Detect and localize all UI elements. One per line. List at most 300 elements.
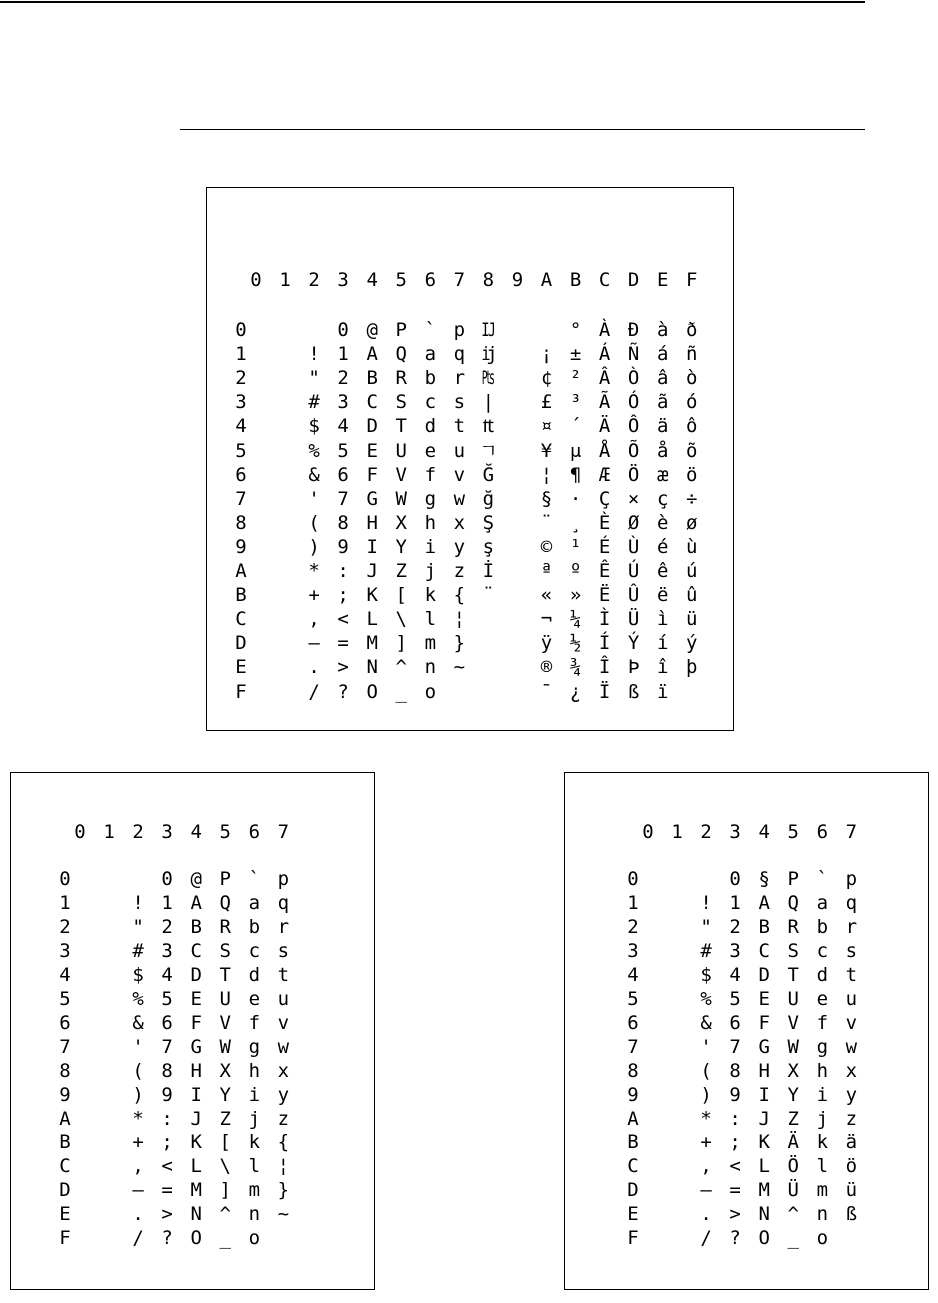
glyph-cell: ¡ bbox=[540, 343, 553, 366]
glyph-cell: L bbox=[190, 1155, 202, 1178]
glyph-cell: a bbox=[248, 891, 261, 914]
glyph-cell: I bbox=[366, 535, 378, 558]
glyph-cell: d bbox=[424, 415, 437, 438]
glyph-cell: x bbox=[453, 511, 466, 534]
glyph-cell: H bbox=[366, 511, 378, 534]
glyph-cell: Ê bbox=[598, 560, 611, 582]
glyph-cell: { bbox=[453, 584, 466, 607]
glyph-cell: P bbox=[219, 868, 231, 890]
row-header: D bbox=[235, 632, 247, 655]
glyph-cell: [ bbox=[219, 1131, 231, 1154]
glyph-cell: ÷ bbox=[686, 487, 698, 510]
glyph-cell: | bbox=[482, 391, 495, 414]
glyph-cell: ç bbox=[656, 487, 669, 510]
glyph-cell: + bbox=[700, 1131, 712, 1154]
glyph-cell: Ö bbox=[627, 463, 640, 486]
glyph-cell: 8 bbox=[729, 1059, 741, 1082]
column-header: B bbox=[569, 269, 582, 291]
glyph-cell: § bbox=[758, 868, 770, 890]
glyph-cell: g bbox=[424, 487, 437, 510]
glyph-cell: 2 bbox=[337, 367, 349, 390]
glyph-cell: ¥ bbox=[540, 439, 553, 462]
glyph-cell: Y bbox=[219, 1083, 231, 1106]
row-header: 8 bbox=[235, 511, 247, 534]
row-header: E bbox=[627, 1203, 639, 1226]
row-header: F bbox=[627, 1227, 639, 1250]
row-header: A bbox=[235, 560, 247, 582]
glyph-cell: J bbox=[366, 560, 378, 582]
glyph-cell: z bbox=[453, 560, 466, 582]
glyph-cell: ) bbox=[132, 1083, 144, 1106]
glyph-cell: M bbox=[190, 1179, 202, 1202]
glyph-cell: V bbox=[787, 1011, 799, 1034]
glyph-cell: d bbox=[816, 963, 829, 986]
glyph-cell: R bbox=[395, 367, 407, 390]
glyph-cell: « bbox=[540, 584, 553, 607]
glyph-cell: Ç bbox=[598, 487, 611, 510]
column-header: 4 bbox=[366, 269, 378, 291]
glyph-cell: v bbox=[845, 1011, 858, 1034]
glyph-cell: · bbox=[569, 487, 582, 510]
glyph-cell: £ bbox=[540, 391, 553, 414]
glyph-cell: @ bbox=[366, 319, 378, 341]
glyph-cell: 4 bbox=[161, 963, 173, 986]
code-page-table-full bbox=[206, 187, 734, 731]
glyph-cell: ! bbox=[132, 891, 144, 914]
glyph-cell: w bbox=[845, 1035, 858, 1058]
glyph-cell: X bbox=[787, 1059, 799, 1082]
glyph-cell: § bbox=[540, 487, 553, 510]
glyph-cell: 6 bbox=[729, 1011, 741, 1034]
glyph-cell: Ò bbox=[627, 367, 640, 390]
row-header: B bbox=[235, 584, 247, 607]
glyph-cell: g bbox=[248, 1035, 261, 1058]
glyph-cell: E bbox=[758, 987, 770, 1010]
code-page-table-german bbox=[564, 772, 929, 1290]
row-header: 8 bbox=[627, 1059, 639, 1082]
glyph-cell: Ğ bbox=[482, 463, 495, 486]
column-header: 2 bbox=[700, 821, 712, 843]
glyph-cell: t bbox=[845, 963, 858, 986]
glyph-cell: Õ bbox=[627, 439, 640, 462]
glyph-cell: 3 bbox=[161, 939, 173, 962]
row-header: D bbox=[627, 1179, 639, 1202]
glyph-cell: X bbox=[219, 1059, 231, 1082]
glyph-cell: » bbox=[569, 584, 582, 607]
row-header: C bbox=[59, 1155, 71, 1178]
glyph-cell: # bbox=[308, 391, 320, 414]
column-header: 7 bbox=[277, 821, 290, 843]
row-header: F bbox=[235, 680, 247, 703]
glyph-cell: ö bbox=[686, 463, 698, 486]
glyph-cell: ´ bbox=[569, 415, 582, 438]
glyph-cell: ö bbox=[845, 1155, 858, 1178]
glyph-cell: ¶ bbox=[569, 463, 582, 486]
glyph-cell: A bbox=[758, 891, 770, 914]
glyph-cell: } bbox=[277, 1179, 290, 1202]
glyph-cell: l bbox=[424, 608, 437, 631]
glyph-cell: 0 bbox=[337, 319, 349, 341]
glyph-cell: B bbox=[190, 915, 202, 938]
glyph-cell: D bbox=[366, 415, 378, 438]
glyph-cell: m bbox=[248, 1179, 261, 1202]
glyph-cell: À bbox=[598, 319, 611, 341]
glyph-cell: p bbox=[277, 868, 290, 890]
section-rule bbox=[180, 129, 865, 130]
glyph-cell: T bbox=[219, 963, 231, 986]
glyph-cell: ÿ bbox=[540, 632, 553, 655]
glyph-cell: ¢ bbox=[540, 367, 553, 390]
row-header: 7 bbox=[235, 487, 247, 510]
glyph-cell: % bbox=[700, 987, 712, 1010]
glyph-cell: ¾ bbox=[569, 656, 582, 679]
glyph-cell: q bbox=[845, 891, 858, 914]
glyph-cell: ä bbox=[845, 1131, 858, 1154]
code-page-table-ascii bbox=[10, 772, 375, 1290]
row-header: 1 bbox=[235, 343, 247, 366]
glyph-cell: * bbox=[700, 1107, 712, 1130]
glyph-cell: N bbox=[758, 1203, 770, 1226]
glyph-cell: j bbox=[248, 1107, 261, 1130]
glyph-cell: Ĳ bbox=[482, 319, 495, 341]
glyph-cell: ] bbox=[395, 632, 407, 655]
glyph-cell: Z bbox=[219, 1107, 231, 1130]
glyph-cell: M bbox=[758, 1179, 770, 1202]
glyph-cell: 6 bbox=[161, 1011, 173, 1034]
glyph-cell: w bbox=[453, 487, 466, 510]
column-header: 2 bbox=[132, 821, 144, 843]
glyph-cell: ¯ bbox=[540, 680, 553, 703]
glyph-cell: ô bbox=[686, 415, 698, 438]
glyph-cell: Í bbox=[598, 632, 611, 655]
glyph-cell: ý bbox=[686, 632, 698, 655]
glyph-cell: b bbox=[424, 367, 437, 390]
glyph-cell: L bbox=[366, 608, 378, 631]
glyph-cell: x bbox=[845, 1059, 858, 1082]
glyph-cell: º bbox=[569, 560, 582, 582]
column-header: 9 bbox=[511, 269, 524, 291]
glyph-cell: $ bbox=[308, 415, 320, 438]
glyph-cell: M bbox=[366, 632, 378, 655]
glyph-cell: : bbox=[729, 1107, 741, 1130]
glyph-cell: J bbox=[758, 1107, 770, 1130]
glyph-cell: ½ bbox=[569, 632, 582, 655]
row-header: 9 bbox=[59, 1083, 71, 1106]
glyph-cell: r bbox=[453, 367, 466, 390]
glyph-cell: ³ bbox=[569, 391, 582, 414]
glyph-cell: 5 bbox=[729, 987, 741, 1010]
glyph-cell: f bbox=[816, 1011, 829, 1034]
glyph-cell: ï bbox=[656, 680, 669, 703]
column-header: 6 bbox=[424, 269, 437, 291]
glyph-cell: ù bbox=[686, 535, 698, 558]
glyph-cell: 8 bbox=[337, 511, 349, 534]
glyph-cell: î bbox=[656, 656, 669, 679]
glyph-cell: ` bbox=[424, 319, 437, 341]
glyph-cell: Q bbox=[395, 343, 407, 366]
glyph-cell: — bbox=[700, 1179, 712, 1202]
column-header: 4 bbox=[190, 821, 202, 843]
glyph-cell: t bbox=[277, 963, 290, 986]
row-header: 5 bbox=[59, 987, 71, 1010]
column-header: 0 bbox=[74, 821, 86, 843]
glyph-cell: " bbox=[132, 915, 144, 938]
glyph-cell: < bbox=[729, 1155, 741, 1178]
glyph-cell: — bbox=[132, 1179, 144, 1202]
glyph-cell: i bbox=[424, 535, 437, 558]
glyph-cell: p bbox=[845, 868, 858, 890]
glyph-cell: Ñ bbox=[627, 343, 640, 366]
glyph-cell: y bbox=[277, 1083, 290, 1106]
glyph-cell: S bbox=[787, 939, 799, 962]
glyph-cell: ₧ bbox=[482, 367, 495, 390]
glyph-cell: Q bbox=[219, 891, 231, 914]
glyph-cell: ` bbox=[248, 868, 261, 890]
glyph-cell: o bbox=[816, 1227, 829, 1250]
glyph-cell: Ý bbox=[627, 632, 640, 655]
glyph-cell: * bbox=[132, 1107, 144, 1130]
glyph-cell: " bbox=[308, 367, 320, 390]
glyph-cell: 9 bbox=[729, 1083, 741, 1106]
glyph-cell: W bbox=[787, 1035, 799, 1058]
glyph-cell: n bbox=[424, 656, 437, 679]
glyph-cell: G bbox=[758, 1035, 770, 1058]
glyph-cell: ë bbox=[656, 584, 669, 607]
glyph-cell: k bbox=[816, 1131, 829, 1154]
glyph-cell: Â bbox=[598, 367, 611, 390]
glyph-cell: ñ bbox=[686, 343, 698, 366]
glyph-cell: Þ bbox=[627, 656, 640, 679]
glyph-cell: E bbox=[190, 987, 202, 1010]
row-header: 6 bbox=[627, 1011, 639, 1034]
glyph-cell: ĳ bbox=[482, 343, 495, 366]
glyph-cell: A bbox=[366, 343, 378, 366]
glyph-cell: ã bbox=[656, 391, 669, 414]
glyph-cell: ò bbox=[686, 367, 698, 390]
glyph-cell: > bbox=[337, 656, 349, 679]
glyph-cell: c bbox=[816, 939, 829, 962]
glyph-cell: . bbox=[308, 656, 320, 679]
column-header: 2 bbox=[308, 269, 320, 291]
glyph-cell: q bbox=[453, 343, 466, 366]
glyph-cell: 2 bbox=[729, 915, 741, 938]
row-header: E bbox=[235, 656, 247, 679]
glyph-cell: ' bbox=[132, 1035, 144, 1058]
row-header: 2 bbox=[235, 367, 247, 390]
glyph-cell: a bbox=[816, 891, 829, 914]
glyph-cell: C bbox=[758, 939, 770, 962]
glyph-cell: % bbox=[308, 439, 320, 462]
glyph-cell: < bbox=[337, 608, 349, 631]
glyph-cell: Ù bbox=[627, 535, 640, 558]
glyph-cell: ₶ bbox=[482, 415, 495, 438]
glyph-cell: p bbox=[453, 319, 466, 341]
row-header: 4 bbox=[59, 963, 71, 986]
glyph-cell: h bbox=[248, 1059, 261, 1082]
glyph-cell: ¦ bbox=[277, 1155, 290, 1178]
glyph-cell: + bbox=[308, 584, 320, 607]
glyph-cell: ^ bbox=[787, 1203, 799, 1226]
glyph-cell: 4 bbox=[337, 415, 349, 438]
row-header: 3 bbox=[59, 939, 71, 962]
glyph-cell: _ bbox=[787, 1227, 799, 1250]
glyph-cell: , bbox=[700, 1155, 712, 1178]
glyph-cell: í bbox=[656, 632, 669, 655]
glyph-cell: μ bbox=[569, 439, 582, 462]
glyph-cell: I bbox=[758, 1083, 770, 1106]
glyph-cell: à bbox=[656, 319, 669, 341]
glyph-cell: e bbox=[424, 439, 437, 462]
glyph-cell: / bbox=[700, 1227, 712, 1250]
glyph-cell: ¬ bbox=[540, 608, 553, 631]
glyph-cell: & bbox=[700, 1011, 712, 1034]
glyph-cell: ø bbox=[686, 511, 698, 534]
glyph-cell: Ú bbox=[627, 560, 640, 582]
glyph-cell: b bbox=[816, 915, 829, 938]
glyph-cell: 3 bbox=[729, 939, 741, 962]
glyph-cell: ¹ bbox=[569, 535, 582, 558]
column-header: 3 bbox=[729, 821, 741, 843]
glyph-cell: H bbox=[190, 1059, 202, 1082]
glyph-cell: G bbox=[190, 1035, 202, 1058]
column-header: 1 bbox=[671, 821, 683, 843]
glyph-cell: á bbox=[656, 343, 669, 366]
row-header: F bbox=[59, 1227, 71, 1250]
column-header: 7 bbox=[453, 269, 466, 291]
glyph-cell: 2 bbox=[161, 915, 173, 938]
glyph-cell: r bbox=[845, 915, 858, 938]
glyph-cell: O bbox=[190, 1227, 202, 1250]
glyph-cell: . bbox=[132, 1203, 144, 1226]
glyph-cell: R bbox=[787, 915, 799, 938]
row-header: 7 bbox=[627, 1035, 639, 1058]
glyph-cell: O bbox=[366, 680, 378, 703]
glyph-cell: ê bbox=[656, 560, 669, 582]
glyph-cell: X bbox=[395, 511, 407, 534]
glyph-cell: : bbox=[337, 560, 349, 582]
glyph-cell: e bbox=[816, 987, 829, 1010]
glyph-cell: ~ bbox=[453, 656, 466, 679]
glyph-cell: 9 bbox=[161, 1083, 173, 1106]
glyph-cell: D bbox=[190, 963, 202, 986]
row-header: 3 bbox=[627, 939, 639, 962]
glyph-cell: ß bbox=[845, 1203, 858, 1226]
glyph-cell: ~ bbox=[277, 1203, 290, 1226]
glyph-cell: Á bbox=[598, 343, 611, 366]
glyph-cell: © bbox=[540, 535, 553, 558]
column-header: D bbox=[627, 269, 640, 291]
row-header: 5 bbox=[627, 987, 639, 1010]
glyph-cell: ® bbox=[540, 656, 553, 679]
glyph-cell: B bbox=[366, 367, 378, 390]
row-header: 5 bbox=[235, 439, 247, 462]
glyph-cell: j bbox=[816, 1107, 829, 1130]
glyph-cell: ¨ bbox=[540, 511, 553, 534]
column-header: A bbox=[540, 269, 553, 291]
glyph-cell: F bbox=[366, 463, 378, 486]
glyph-cell: Ë bbox=[598, 584, 611, 607]
glyph-cell: T bbox=[395, 415, 407, 438]
row-header: C bbox=[235, 608, 247, 631]
row-header: 0 bbox=[235, 319, 247, 341]
glyph-cell: E bbox=[366, 439, 378, 462]
glyph-cell: G bbox=[366, 487, 378, 510]
glyph-cell: 6 bbox=[337, 463, 349, 486]
glyph-cell: z bbox=[845, 1107, 858, 1130]
glyph-cell: B bbox=[758, 915, 770, 938]
row-header: 9 bbox=[627, 1083, 639, 1106]
glyph-cell: ( bbox=[308, 511, 320, 534]
glyph-cell: A bbox=[190, 891, 202, 914]
glyph-cell: & bbox=[308, 463, 320, 486]
glyph-cell: ² bbox=[569, 367, 582, 390]
column-header: 5 bbox=[787, 821, 799, 843]
glyph-cell: ¤ bbox=[540, 415, 553, 438]
column-header: 4 bbox=[758, 821, 770, 843]
glyph-cell: 8 bbox=[161, 1059, 173, 1082]
glyph-cell: Ş bbox=[482, 511, 495, 534]
glyph-cell: g bbox=[816, 1035, 829, 1058]
glyph-cell: — bbox=[308, 632, 320, 655]
glyph-cell: , bbox=[308, 608, 320, 631]
glyph-cell: ş bbox=[482, 535, 495, 558]
glyph-cell: , bbox=[132, 1155, 144, 1178]
glyph-cell: Ó bbox=[627, 391, 640, 414]
column-header: 0 bbox=[250, 269, 262, 291]
glyph-cell: U bbox=[787, 987, 799, 1010]
row-header: 2 bbox=[627, 915, 639, 938]
glyph-cell: i bbox=[816, 1083, 829, 1106]
glyph-cell: m bbox=[816, 1179, 829, 1202]
glyph-cell: } bbox=[453, 632, 466, 655]
glyph-cell: Y bbox=[787, 1083, 799, 1106]
glyph-cell: ; bbox=[337, 584, 349, 607]
glyph-cell: ? bbox=[161, 1227, 173, 1250]
glyph-cell: z bbox=[277, 1107, 290, 1130]
glyph-cell: \ bbox=[395, 608, 407, 631]
glyph-cell: İ bbox=[482, 560, 495, 582]
glyph-cell: ! bbox=[308, 343, 320, 366]
glyph-cell: u bbox=[845, 987, 858, 1010]
glyph-cell: å bbox=[656, 439, 669, 462]
glyph-cell: õ bbox=[686, 439, 698, 462]
glyph-cell: & bbox=[132, 1011, 144, 1034]
glyph-cell: Y bbox=[395, 535, 407, 558]
glyph-cell: ] bbox=[219, 1179, 231, 1202]
glyph-cell: P bbox=[787, 868, 799, 890]
glyph-cell: x bbox=[277, 1059, 290, 1082]
glyph-cell: R bbox=[219, 915, 231, 938]
glyph-cell: c bbox=[424, 391, 437, 414]
row-header: 6 bbox=[59, 1011, 71, 1034]
glyph-cell: . bbox=[700, 1203, 712, 1226]
glyph-cell: m bbox=[424, 632, 437, 655]
glyph-cell: = bbox=[729, 1179, 741, 1202]
glyph-cell: È bbox=[598, 511, 611, 534]
row-header: 2 bbox=[59, 915, 71, 938]
row-header: C bbox=[627, 1155, 639, 1178]
glyph-cell: ğ bbox=[482, 487, 495, 510]
glyph-cell: T bbox=[787, 963, 799, 986]
glyph-cell: ? bbox=[337, 680, 349, 703]
column-header: 0 bbox=[642, 821, 654, 843]
glyph-cell: e bbox=[248, 987, 261, 1010]
row-header: A bbox=[59, 1107, 71, 1130]
glyph-cell: P bbox=[395, 319, 407, 341]
glyph-cell: 5 bbox=[337, 439, 349, 462]
glyph-cell: # bbox=[700, 939, 712, 962]
row-header: 3 bbox=[235, 391, 247, 414]
